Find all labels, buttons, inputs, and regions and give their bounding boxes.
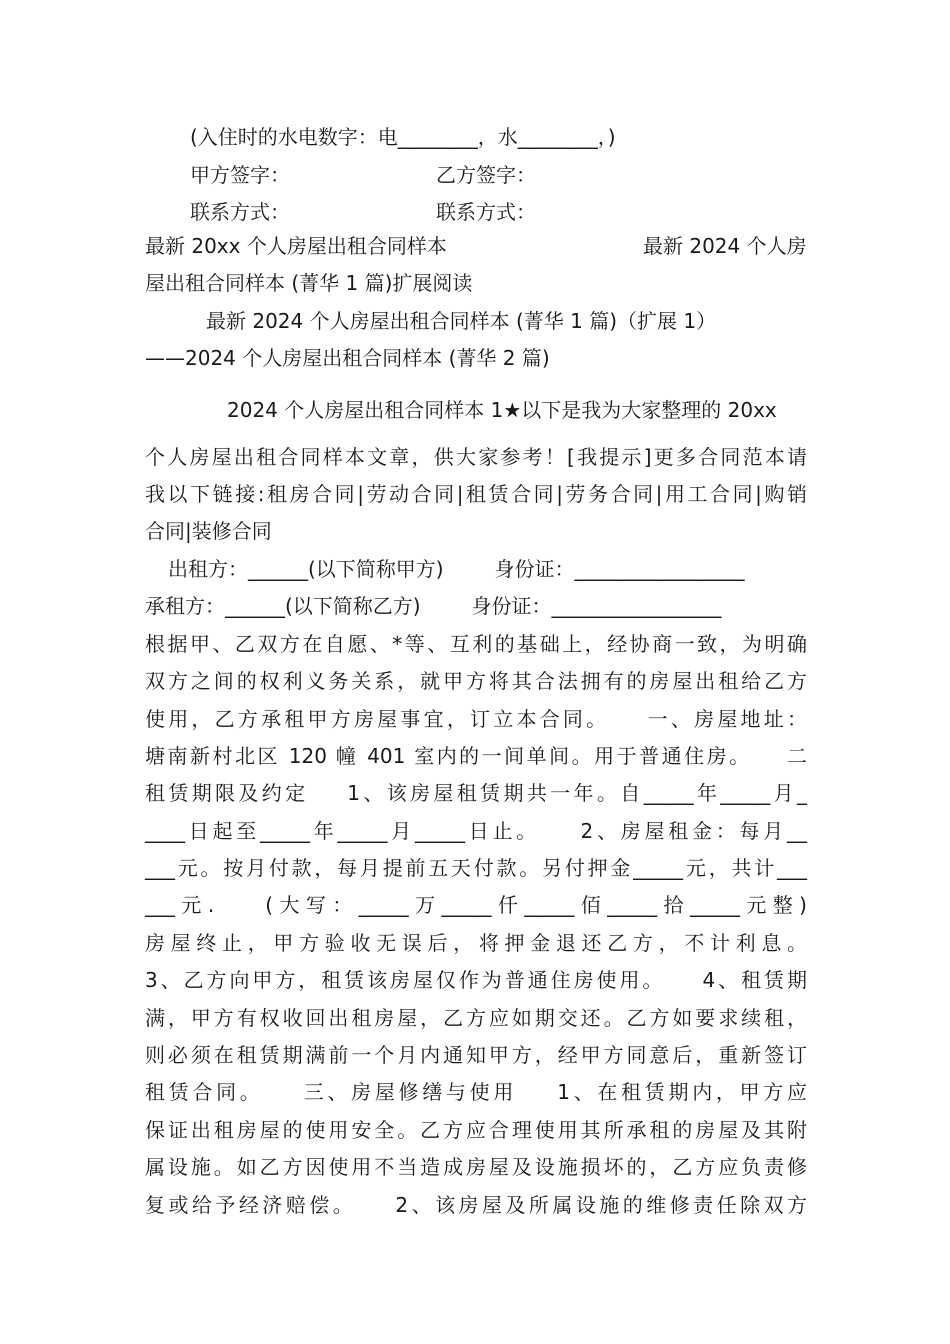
body-line-10: 塘南新村北区 120 幢 401 室内的一间单间。用于普通住房。 二 [145, 744, 807, 768]
body-line-14: ___元. (大写：_____万_____仟_____佰_____拾_____元整) [145, 893, 807, 917]
lessor-line: 出租方：______(以下简称甲方) 身份证：_________________ [168, 557, 745, 581]
body-line-18: 则必须在租赁期满前一个月内通知甲方，经甲方同意后，重新签订 [145, 1043, 807, 1067]
body-line-08: 双方之间的权利义务关系，就甲方将其合法拥有的房屋出租给乙方 [145, 669, 807, 693]
body-line-16: 3、乙方向甲方，租赁该房屋仅作为普通住房使用。 4、租赁期 [145, 968, 807, 992]
body-line-17: 满，甲方有权收回出租房屋，乙方应如期交还。乙方如要求续租， [145, 1006, 807, 1030]
body-line-11: 租赁期限及约定 1、该房屋租赁期共一年。自_____年_____月_ [145, 781, 807, 805]
related-article-link-continued[interactable]: 最新 2024 个人房 [643, 234, 807, 258]
body-line-20: 保证出租房屋的使用安全。乙方应合理使用其所承租的房屋及其附 [145, 1118, 807, 1142]
extension-subtitle: ——2024 个人房屋出租合同样本 (菁华 2 篇) [145, 346, 550, 370]
body-line-15: 房屋终止，甲方验收无误后，将押金退还乙方，不计利息。 [145, 931, 807, 955]
extension-title: 最新 2024 个人房屋出租合同样本 (菁华 1 篇)（扩展 1） [206, 309, 717, 333]
party-a-contact-label: 联系方式： [190, 200, 290, 224]
body-line-01: 2024 个人房屋出租合同样本 1★以下是我为大家整理的 20xx [227, 398, 777, 422]
related-article-link[interactable]: 最新 20xx 个人房屋出租合同样本 [145, 234, 447, 258]
party-a-signature-label: 甲方签字： [190, 163, 290, 187]
party-b-contact-label: 联系方式： [436, 200, 536, 224]
lessee-line: 承租方：______(以下简称乙方) 身份证：_________________ [145, 594, 722, 618]
related-article-extended-reading[interactable]: 屋出租合同样本 (菁华 1 篇)扩展阅读 [145, 271, 473, 295]
body-line-02: 个人房屋出租合同样本文章，供大家参考！[我提示]更多合同范本请 [145, 445, 807, 469]
body-line-04: 合同|装修合同 [145, 519, 272, 543]
body-line-12: ____日起至_____年_____月_____日止。 2、房屋租金：每月__ [145, 819, 807, 843]
body-line-07: 根据甲、乙双方在自愿、*等、互利的基础上，经协商一致，为明确 [145, 632, 807, 656]
body-line-19: 租赁合同。 三、房屋修缮与使用 1、在租赁期内，甲方应 [145, 1080, 807, 1104]
body-line-21: 属设施。如乙方因使用不当造成房屋及设施损坏的，乙方应负责修 [145, 1155, 807, 1179]
body-line-13: ___元。按月付款，每月提前五天付款。另付押金_____元，共计___ [145, 856, 807, 880]
body-line-22: 复或给予经济赔偿。 2、该房屋及所属设施的维修责任除双方 [145, 1193, 807, 1217]
party-b-signature-label: 乙方签字： [436, 163, 536, 187]
body-line-03: 我以下链接:租房合同|劳动合同|租赁合同|劳务合同|用工合同|购销 [145, 482, 807, 506]
body-line-09: 使用，乙方承租甲方房屋事宜，订立本合同。 一、房屋地址： [145, 707, 807, 731]
utility-reading-line: (入住时的水电数字：电________，水________，) [190, 125, 616, 149]
